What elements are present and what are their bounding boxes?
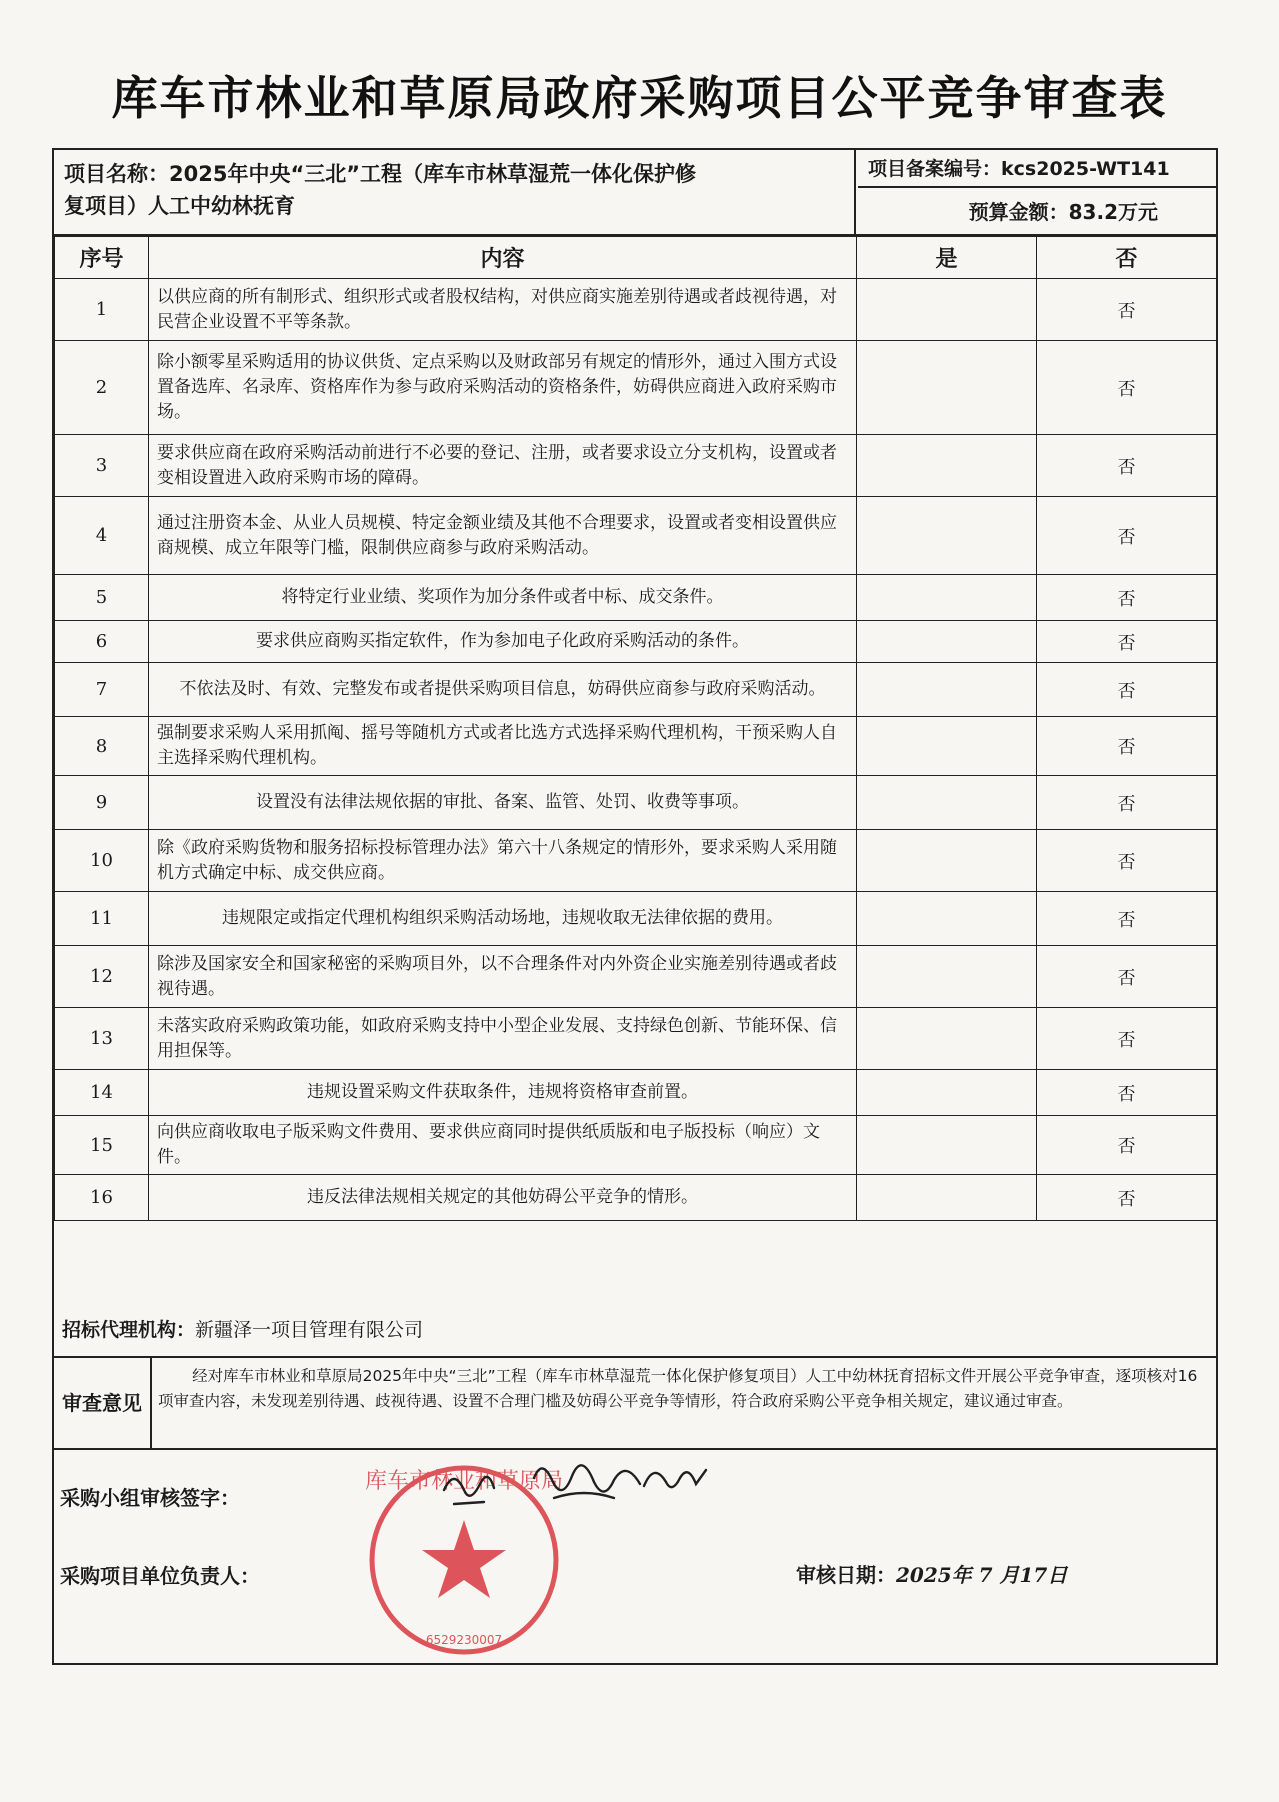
- project-header: [54, 150, 1216, 236]
- row-answer: 否: [1037, 279, 1217, 341]
- record-number-label: 项目备案编号：: [868, 158, 1002, 180]
- row-number: 6: [55, 621, 149, 663]
- table-row: [55, 830, 1217, 892]
- row-answer: 否: [1037, 946, 1217, 1008]
- row-content: [149, 575, 857, 621]
- row-content-text: 除《政府采购货物和服务招标投标管理办法》第六十八条规定的情形外，要求采购人采用随机方式确定中标、成交供应商。: [157, 837, 837, 883]
- row-yes-cell: [857, 946, 1037, 1008]
- row-number: 13: [55, 1008, 149, 1070]
- table-row: [55, 1116, 1217, 1175]
- record-number-cell: [858, 150, 1216, 188]
- table-row: [55, 1008, 1217, 1070]
- header-number: 序号: [55, 237, 149, 279]
- row-content: [149, 776, 857, 830]
- row-number: 11: [55, 892, 149, 946]
- row-number: 16: [55, 1175, 149, 1221]
- row-answer: 否: [1037, 717, 1217, 776]
- row-content: [149, 341, 857, 435]
- signature-3: [644, 1470, 706, 1487]
- row-content-text: 违规限定或指定代理机构组织采购活动场地，违规收取无法律依据的费用。: [222, 908, 783, 928]
- seal-and-signatures: [304, 1448, 924, 1665]
- row-yes-cell: [857, 830, 1037, 892]
- table-row: [55, 1070, 1217, 1116]
- opinion-label: 审查意见: [54, 1358, 152, 1448]
- row-yes-cell: [857, 575, 1037, 621]
- row-answer: 否: [1037, 621, 1217, 663]
- row-answer: 否: [1037, 830, 1217, 892]
- row-number: 4: [55, 497, 149, 575]
- review-date-value: 2025年 7 月17日: [896, 1563, 1068, 1587]
- row-number: 1: [55, 279, 149, 341]
- opinion-row: [54, 1358, 1216, 1450]
- row-content: [149, 621, 857, 663]
- row-number: 14: [55, 1070, 149, 1116]
- table-row: [55, 497, 1217, 575]
- table-row: [55, 435, 1217, 497]
- row-content-text: 将特定行业业绩、奖项作为加分条件或者中标、成交条件。: [281, 587, 724, 607]
- row-content-text: 违反法律法规相关规定的其他妨碍公平竞争的情形。: [307, 1187, 698, 1207]
- row-content: [149, 663, 857, 717]
- table-row: [55, 1175, 1217, 1221]
- project-name-cell: [54, 150, 856, 234]
- row-content: [149, 1070, 857, 1116]
- row-number: 2: [55, 341, 149, 435]
- row-yes-cell: [857, 621, 1037, 663]
- row-content-text: 违规设置采购文件获取条件，违规将资格审查前置。: [307, 1082, 698, 1102]
- row-answer: 否: [1037, 435, 1217, 497]
- row-content: [149, 1008, 857, 1070]
- row-content: [149, 892, 857, 946]
- row-number: 9: [55, 776, 149, 830]
- row-yes-cell: [857, 663, 1037, 717]
- review-form: [52, 148, 1218, 1665]
- table-row: [55, 279, 1217, 341]
- seal-text: 库车市林业和草原局: [364, 1469, 564, 1494]
- header-no: 否: [1037, 237, 1217, 279]
- opinion-text: 经对库车市林业和草原局2025年中央“三北”工程（库车市林草湿荒一体化保护修复项目）人工中幼林抚育招标文件开展公平竞争审查，逐项核对16项审查内容，未发现差别待遇、歧视待遇、设置不合理门槛及妨碍公平竞争等情形，符合政府采购公平竞争相关规定，建议通过审查。: [158, 1367, 1198, 1410]
- table-row: [55, 717, 1217, 776]
- table-row: [55, 621, 1217, 663]
- row-content-text: 不依法及时、有效、完整发布或者提供采购项目信息，妨碍供应商参与政府采购活动。: [179, 679, 826, 699]
- row-yes-cell: [857, 1116, 1037, 1175]
- agency-name: 新疆泽一项目管理有限公司: [195, 1319, 424, 1341]
- row-answer: 否: [1037, 663, 1217, 717]
- leader-signature-label: 采购项目单位负责人：: [60, 1564, 260, 1588]
- table-header-row: [55, 237, 1217, 279]
- row-answer: 否: [1037, 497, 1217, 575]
- row-content-text: 设置没有法律法规依据的审批、备案、监管、处罚、收费等事项。: [256, 792, 749, 812]
- row-content: [149, 279, 857, 341]
- row-content-text: 通过注册资本金、从业人员规模、特定金额业绩及其他不合理要求，设置或者变相设置供应商规模、成立年限等门槛，限制供应商参与政府采购活动。: [157, 512, 837, 558]
- review-date-label: 审核日期：: [796, 1563, 896, 1587]
- row-answer: 否: [1037, 776, 1217, 830]
- header-yes: 是: [857, 237, 1037, 279]
- row-content: [149, 830, 857, 892]
- row-yes-cell: [857, 435, 1037, 497]
- row-yes-cell: [857, 717, 1037, 776]
- row-content-text: 未落实政府采购政策功能，如政府采购支持中小型企业发展、支持绿色创新、节能环保、信用担保等。: [157, 1015, 837, 1061]
- row-answer: 否: [1037, 892, 1217, 946]
- row-content: [149, 1175, 857, 1221]
- table-row: [55, 946, 1217, 1008]
- row-content-text: 除涉及国家安全和国家秘密的采购项目外，以不合理条件对内外资企业实施差别待遇或者歧视待遇。: [157, 953, 837, 999]
- row-yes-cell: [857, 341, 1037, 435]
- document-title: 库车市林业和草原局政府采购项目公平竞争审查表: [111, 71, 1168, 125]
- signature-area: [54, 1448, 1216, 1665]
- table-row: [55, 663, 1217, 717]
- row-content-text: 以供应商的所有制形式、组织形式或者股权结构，对供应商实施差别待遇或者歧视待遇，对民营企业设置不平等条款。: [157, 286, 837, 332]
- header-content: 内容: [149, 237, 857, 279]
- row-content-text: 向供应商收取电子版采购文件费用、要求供应商同时提供纸质版和电子版投标（响应）文件。: [157, 1122, 820, 1167]
- row-yes-cell: [857, 1175, 1037, 1221]
- row-number: 15: [55, 1116, 149, 1175]
- row-content: [149, 717, 857, 776]
- row-number: 12: [55, 946, 149, 1008]
- budget-label: 预算金额：: [968, 200, 1069, 224]
- row-content-text: 要求供应商购买指定软件，作为参加电子化政府采购活动的条件。: [256, 631, 749, 651]
- row-answer: 否: [1037, 1116, 1217, 1175]
- table-row: [55, 575, 1217, 621]
- row-content-text: 除小额零星采购适用的协议供货、定点采购以及财政部另有规定的情形外，通过入围方式设置备选库、名录库、资格库作为参与政府采购活动的资格条件，妨碍供应商进入政府采购市场。: [157, 352, 837, 422]
- group-signature-label: 采购小组审核签字：: [60, 1486, 240, 1510]
- agency-row: [54, 1302, 1216, 1358]
- row-number: 8: [55, 717, 149, 776]
- row-content: [149, 1116, 857, 1175]
- row-content-text: 强制要求采购人采用抓阄、摇号等随机方式或者比选方式选择采购代理机构，干预采购人自主选择采购代理机构。: [157, 723, 837, 768]
- review-date: [796, 1559, 1067, 1588]
- agency-label: 招标代理机构：: [62, 1319, 196, 1341]
- row-yes-cell: [857, 279, 1037, 341]
- row-answer: 否: [1037, 1175, 1217, 1221]
- row-number: 7: [55, 663, 149, 717]
- table-row: [55, 776, 1217, 830]
- seal-number: 6529230007: [425, 1633, 503, 1647]
- row-yes-cell: [857, 892, 1037, 946]
- project-name-line2: 复项目）人工中幼林抚育: [64, 194, 295, 218]
- table-row: [55, 892, 1217, 946]
- row-answer: 否: [1037, 1008, 1217, 1070]
- row-number: 5: [55, 575, 149, 621]
- row-content-text: 要求供应商在政府采购活动前进行不必要的登记、注册，或者要求设立分支机构，设置或者变相设置进入政府采购市场的障碍。: [157, 442, 837, 488]
- row-yes-cell: [857, 497, 1037, 575]
- row-answer: 否: [1037, 1070, 1217, 1116]
- row-number: 3: [55, 435, 149, 497]
- row-content: [149, 497, 857, 575]
- project-name-label: 项目名称：: [64, 162, 169, 186]
- row-content: [149, 946, 857, 1008]
- official-seal: [365, 1468, 563, 1652]
- project-name-line1: 2025年中央“三北”工程（库车市林草湿荒一体化保护修: [169, 162, 697, 186]
- row-content: [149, 435, 857, 497]
- row-number: 10: [55, 830, 149, 892]
- row-yes-cell: [857, 776, 1037, 830]
- budget-cell: [858, 190, 1216, 234]
- review-table: [54, 236, 1217, 1221]
- row-yes-cell: [857, 1070, 1037, 1116]
- record-number: kcs2025-WT141: [1001, 158, 1170, 180]
- table-row: [55, 341, 1217, 435]
- budget-amount: 83.2万元: [1068, 200, 1158, 224]
- row-answer: 否: [1037, 341, 1217, 435]
- row-yes-cell: [857, 1008, 1037, 1070]
- row-answer: 否: [1037, 575, 1217, 621]
